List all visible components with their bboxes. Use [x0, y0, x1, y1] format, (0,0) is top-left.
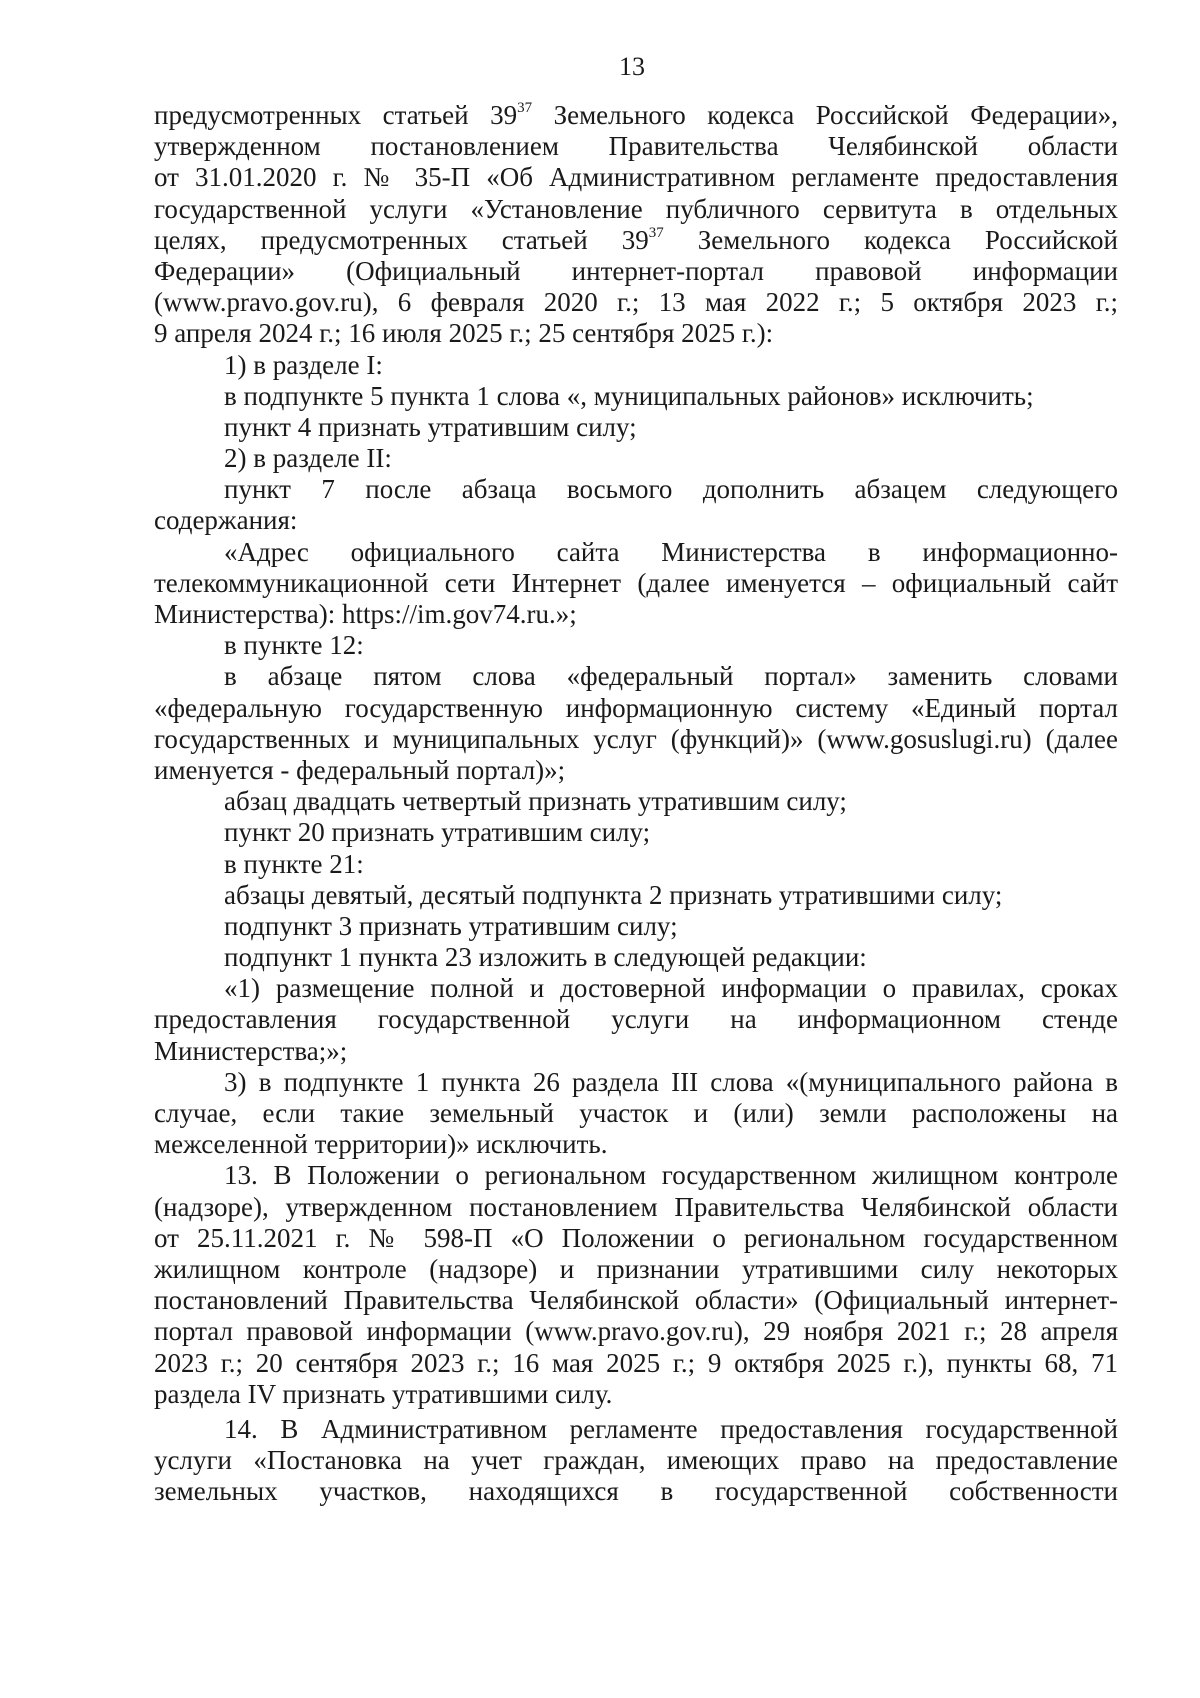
text-line-continuation: Земельного кодекса Российской Федерации»,: [532, 100, 1118, 130]
text-line-content: в подпункте 5 пункта 1 слова «, муниципальных районов» исключить;: [224, 380, 1034, 411]
text-line-content: абзац двадцать четвертый признать утратившим силу;: [224, 786, 847, 817]
text-line-content: «федеральную государственную информационную систему «Единый портал: [154, 692, 1118, 723]
text-line: [154, 505, 1118, 536]
text-line: [154, 599, 1118, 630]
text-line: [154, 786, 1118, 817]
text-line: [154, 973, 1118, 1004]
text-line: [154, 942, 1118, 973]
text-line-content: телекоммуникационной сети Интернет (далее именуется – официальный сайт: [154, 567, 1118, 598]
text-line-content: 2023 г.; 20 сентября 2023 г.; 16 мая 2025 г.; 9 октября 2025 г.), пункты 68, 71: [154, 1347, 1118, 1378]
text-line-content: раздела IV признать утратившими силу.: [154, 1378, 613, 1409]
text-line-content: «1) размещение полной и достоверной информации о правилах, сроках: [224, 973, 1118, 1004]
page-number: 13: [619, 52, 645, 81]
text-line-content: 13. В Положении о региональном государственном жилищном контроле: [224, 1160, 1118, 1191]
text-line-content: в абзаце пятом слова «федеральный портал» заменить словами: [224, 661, 1118, 692]
text-line-continuation: Земельного кодекса Российской: [663, 224, 1118, 255]
text-line-content: в пункте 12:: [224, 630, 364, 661]
text-line-content: 1) в разделе I:: [224, 349, 383, 380]
text-line-content: предоставления государственной услуги на информационном стенде: [154, 1004, 1118, 1035]
text-line-content: 3) в подпункте 1 пункта 26 раздела III слова «(муниципального района в: [224, 1066, 1118, 1097]
text-line-content: портал правовой информации (www.pravo.gov.ru), 29 ноября 2021 г.; 28 апреля: [154, 1316, 1118, 1347]
superscript: 37: [648, 224, 664, 241]
text-line: [154, 1476, 1118, 1507]
text-line: [154, 537, 1118, 568]
text-line-content: абзацы девятый, десятый подпункта 2 признать утратившими силу;: [224, 879, 1003, 910]
text-line: [154, 568, 1118, 599]
text-line-content: именуется - федеральный портал)»;: [154, 754, 566, 785]
text-line: [154, 256, 1118, 287]
text-line: [154, 131, 1118, 162]
text-line-content: 2) в разделе II:: [224, 443, 392, 474]
text-line: [154, 817, 1118, 848]
text-line-content: подпункт 1 пункта 23 изложить в следующей редакции:: [224, 942, 867, 973]
text-line-content: 9 апреля 2024 г.; 16 июля 2025 г.; 25 сентября 2025 г.):: [154, 318, 774, 349]
text-line-content: межселенной территории)» исключить.: [154, 1129, 608, 1160]
superscript: 37: [517, 100, 533, 116]
document-body: [154, 100, 1118, 1507]
text-line-content: Министерства): https://im.gov74.ru.»;: [154, 599, 577, 629]
text-line: [154, 1129, 1118, 1160]
text-line-content: Федерации» (Официальный интернет-портал правовой информации: [154, 255, 1118, 286]
text-line-content: в пункте 21:: [224, 848, 364, 879]
text-line: [154, 755, 1118, 786]
text-line: [154, 194, 1118, 225]
text-line: [154, 1379, 1118, 1410]
text-line-content: государственных и муниципальных услуг (функций)» (www.gosuslugi.ru) (далее: [154, 723, 1118, 754]
text-line-content: государственной услуги «Установление публичного сервитута в отдельных: [154, 193, 1118, 224]
text-line-content: «Адрес официального сайта Министерства в информационно-: [224, 536, 1118, 567]
text-line: [154, 1160, 1118, 1191]
text-line: [154, 443, 1118, 474]
text-line: [154, 1285, 1118, 1316]
text-line: [154, 724, 1118, 755]
text-line: [154, 1254, 1118, 1285]
text-line: [154, 225, 1118, 256]
text-line-content: утвержденном постановлением Правительства Челябинской области: [154, 131, 1118, 162]
text-line: [154, 1414, 1118, 1445]
text-line: [154, 1192, 1118, 1223]
text-line-content: Министерства;»;: [154, 1035, 348, 1066]
text-line: [154, 1445, 1118, 1476]
text-line-content: целях, предусмотренных статьей 39: [154, 224, 649, 255]
text-line: [154, 693, 1118, 724]
text-line: [154, 412, 1118, 443]
text-line-content: (www.pravo.gov.ru), 6 февраля 2020 г.; 13 мая 2022 г.; 5 октября 2023 г.;: [154, 287, 1118, 318]
text-line: [154, 1223, 1118, 1254]
text-line: [154, 849, 1118, 880]
text-line: [154, 1036, 1118, 1067]
text-line: [154, 100, 1118, 131]
text-line: [154, 1348, 1118, 1379]
text-line: [154, 381, 1118, 412]
text-line: [154, 911, 1118, 942]
text-line: [154, 661, 1118, 692]
text-line: [154, 1098, 1118, 1129]
text-line: [154, 162, 1118, 193]
text-line-content: пункт 20 признать утратившим силу;: [224, 817, 651, 848]
text-line-content: подпункт 3 признать утратившим силу;: [224, 910, 678, 941]
text-line-content: от 31.01.2020 г. № 35-П «Об Административном регламенте предоставления: [154, 162, 1118, 193]
text-line: [154, 1316, 1118, 1347]
text-line-content: предусмотренных статьей 39: [154, 100, 518, 130]
text-line: [154, 630, 1118, 661]
text-line: [154, 880, 1118, 911]
text-line-content: (надзоре), утвержденном постановлением Правительства Челябинской области: [154, 1191, 1118, 1222]
text-line: [154, 1004, 1118, 1035]
text-line: [154, 1067, 1118, 1098]
text-line-content: жилищном контроле (надзоре) и признании утратившими силу некоторых: [154, 1253, 1118, 1284]
text-line: [154, 350, 1118, 381]
text-line-content: от 25.11.2021 г. № 598-П «О Положении о региональном государственном: [154, 1222, 1118, 1253]
text-line-content: услуги «Постановка на учет граждан, имеющих право на предоставление: [154, 1445, 1118, 1476]
text-line: [154, 474, 1118, 505]
text-line-content: содержания:: [154, 505, 298, 536]
text-line: [154, 287, 1118, 318]
text-line: [154, 318, 1118, 349]
text-line-content: земельных участков, находящихся в государственной собственности: [154, 1476, 1118, 1507]
text-line-content: случае, если такие земельный участок и (или) земли расположены на: [154, 1098, 1118, 1128]
text-line-content: пункт 7 после абзаца восьмого дополнить абзацем следующего: [224, 474, 1118, 505]
text-line-content: пункт 4 признать утратившим силу;: [224, 411, 637, 442]
text-line-content: 14. В Административном регламенте предоставления государственной: [224, 1413, 1118, 1444]
text-line-content: постановлений Правительства Челябинской области» (Официальный интернет-: [154, 1285, 1118, 1316]
